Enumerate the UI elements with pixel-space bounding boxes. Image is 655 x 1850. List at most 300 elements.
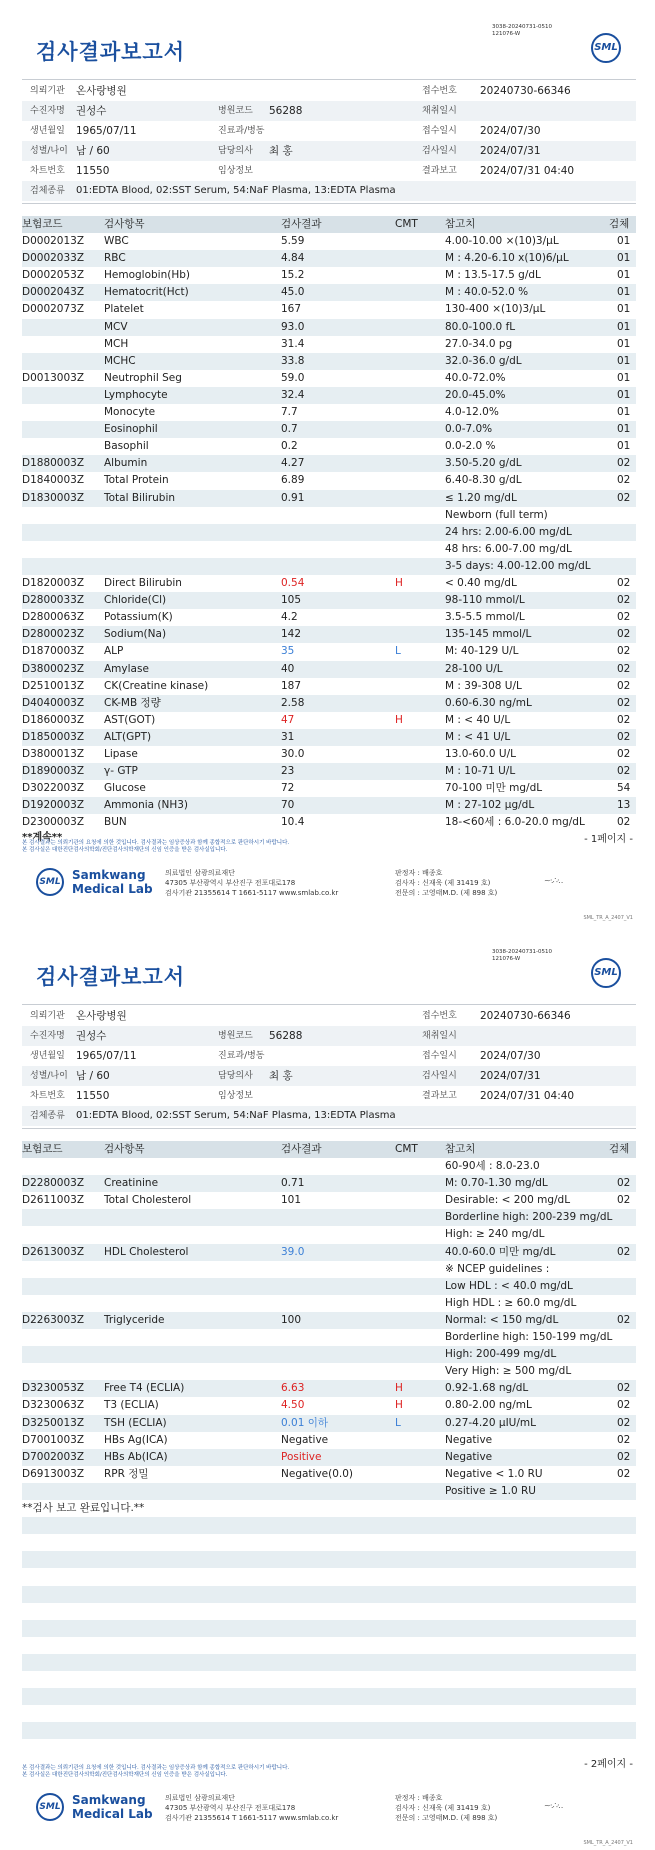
sml-logo-icon: SML <box>36 1793 64 1821</box>
reference-range: M : 40.0-52.0 % <box>445 286 529 299</box>
table-row <box>22 797 636 814</box>
reference-range: M: 40-129 U/L <box>445 645 519 658</box>
test-code: D2800023Z <box>22 628 85 641</box>
table-row <box>22 1175 636 1192</box>
reference-range: 27.0-34.0 pg <box>445 337 513 350</box>
empty-row <box>22 1671 636 1688</box>
test-result: 100 <box>281 1313 302 1326</box>
reference-range: Negative <box>445 1433 493 1446</box>
reference-range: M : < 40 U/L <box>445 713 511 726</box>
table-row <box>22 1192 636 1209</box>
reported-label: 결과보고 <box>422 1091 457 1101</box>
test-name: Amylase <box>104 662 149 675</box>
sexage-value: 남 / 60 <box>76 1070 110 1082</box>
test-name: CK-MB 정량 <box>104 696 161 709</box>
tested-label: 검사일시 <box>422 1071 457 1081</box>
test-name: AST(GOT) <box>104 713 156 726</box>
specimen-code: 02 <box>617 748 631 760</box>
specimen-code: 01 <box>617 320 631 333</box>
test-result: 0.2 <box>281 440 298 453</box>
lab-name-line: Samkwang <box>72 1793 146 1807</box>
reference-range: Negative <box>445 1450 493 1463</box>
table-row <box>22 267 636 284</box>
reference-range: 3-5 days: 4.00-12.00 mg/dL <box>445 559 591 572</box>
table-row <box>22 404 636 421</box>
sexage-value: 남 / 60 <box>76 145 110 157</box>
col-result: 검사결과 <box>281 1143 322 1155</box>
table-row <box>22 455 636 472</box>
collect-date-label: 채취일시 <box>422 1031 457 1041</box>
test-name: MCV <box>104 320 128 333</box>
test-result: 4.2 <box>281 611 298 624</box>
table-row <box>22 1363 636 1380</box>
test-code: D4040003Z <box>22 696 85 709</box>
empty-row <box>22 1551 636 1568</box>
doctor-value: 최 홍 <box>269 1070 293 1082</box>
table-row <box>22 746 636 763</box>
table-row <box>22 472 636 489</box>
specimen-code: 01 <box>617 303 631 316</box>
reference-range: High: ≥ 240 mg/dL <box>445 1228 545 1241</box>
doc-id-line: 3038-20240731-0510 <box>492 24 552 30</box>
reference-range: Positive ≥ 1.0 RU <box>445 1484 536 1497</box>
table-row <box>22 643 636 660</box>
reference-range: M : 10-71 U/L <box>445 765 516 778</box>
page-number: - 2페이지 - <box>584 1759 633 1770</box>
test-result: 10.4 <box>281 816 305 829</box>
address-line: 의료법인 삼광의료재단 <box>165 1794 235 1802</box>
test-name: Creatinine <box>104 1177 159 1190</box>
test-name: Triglyceride <box>104 1313 165 1326</box>
specimen-code: 02 <box>617 1194 631 1207</box>
test-name: Albumin <box>104 457 148 470</box>
signature-line: 검사자 : 신재욱 (제 31419 호) <box>395 1804 491 1812</box>
received-value: 2024/07/30 <box>480 125 541 137</box>
test-code: D1920003Z <box>22 799 85 812</box>
test-flag: L <box>395 645 401 658</box>
test-result: Negative(0.0) <box>281 1467 354 1480</box>
received-value: 2024/07/30 <box>480 1050 541 1062</box>
address-line: 47305 부산광역시 부산진구 전포대로178 <box>165 879 296 887</box>
test-code: D0002013Z <box>22 235 85 247</box>
test-name: HBs Ag(ICA) <box>104 1433 168 1446</box>
table-row <box>22 490 636 507</box>
table-row <box>22 712 636 729</box>
reference-range: ※ NCEP guidelines : <box>445 1262 550 1275</box>
doc-id-line: 121076-W <box>492 956 521 962</box>
document-id <box>492 24 552 38</box>
reported-value: 2024/07/31 04:40 <box>480 1090 575 1102</box>
specimen-code: 02 <box>617 765 631 778</box>
chart-value: 11550 <box>76 1090 110 1102</box>
test-name: BUN <box>104 816 127 829</box>
col-name: 검사항목 <box>104 218 145 230</box>
test-result: 32.4 <box>281 388 305 401</box>
requester-value: 온사랑병원 <box>76 85 127 97</box>
col-ref: 참고치 <box>445 1143 476 1155</box>
test-name: WBC <box>104 235 129 247</box>
test-result: 45.0 <box>281 286 305 299</box>
specimen-code: 02 <box>617 713 631 726</box>
test-result: 93.0 <box>281 320 305 333</box>
requester-value: 온사랑병원 <box>76 1010 127 1022</box>
reference-range: ≤ 1.20 mg/dL <box>445 491 517 504</box>
test-name: ALP <box>104 645 124 658</box>
table-header <box>22 1141 636 1158</box>
specimen-code: 01 <box>617 388 631 401</box>
lab-name-line: Samkwang <box>72 868 146 882</box>
test-name: Platelet <box>104 303 144 316</box>
doctor-label: 담당의사 <box>218 146 253 156</box>
reference-range: 24 hrs: 2.00-6.00 mg/dL <box>445 525 572 538</box>
reference-range: Negative < 1.0 RU <box>445 1467 543 1480</box>
test-name: RPR 정밀 <box>104 1467 149 1480</box>
test-result: 0.7 <box>281 423 298 436</box>
empty-row <box>22 1688 636 1705</box>
signatures <box>395 1793 497 1823</box>
test-result: 7.7 <box>281 406 298 418</box>
reference-range: 28-100 U/L <box>445 662 503 675</box>
reference-range: 18-<60세 : 6.0-20.0 mg/dL <box>445 816 585 829</box>
signature-line: 판정자 : 배종호 <box>395 1794 443 1802</box>
test-name: Total Cholesterol <box>104 1194 192 1207</box>
sml-logo-icon: SML <box>591 958 621 988</box>
reference-range: 130-400 ×(10)3/μL <box>445 303 546 316</box>
test-name: ALT(GPT) <box>104 730 152 743</box>
lab-name <box>72 868 153 896</box>
reference-range: 135-145 mmol/L <box>445 628 532 641</box>
address-line: 검사기관 21355614 T 1661-5117 www.smlab.co.kr <box>165 889 339 897</box>
col-cmt: CMT <box>395 1143 418 1155</box>
col-result: 검사결과 <box>281 218 322 230</box>
received-label: 접수일시 <box>422 1051 457 1061</box>
reference-range: 60-90세 : 8.0-23.0 <box>445 1160 540 1172</box>
reported-label: 결과보고 <box>422 166 457 176</box>
address-line: 47305 부산광역시 부산진구 전포대로178 <box>165 1804 296 1812</box>
empty-row <box>22 1722 636 1739</box>
table-row <box>22 1415 636 1432</box>
test-name: MCHC <box>104 354 136 367</box>
test-name: Basophil <box>104 440 149 453</box>
table-row <box>22 250 636 267</box>
reference-range: M : 4.20-6.10 x(10)6/μL <box>445 252 569 265</box>
test-name: T3 (ECLIA) <box>104 1399 159 1412</box>
specimen-label: 검체종류 <box>30 186 65 196</box>
form-code: SML_TR_A_2407_V1 <box>583 915 633 921</box>
test-code: D3800013Z <box>22 748 85 760</box>
doc-id-line: 121076-W <box>492 31 521 37</box>
test-name: MCH <box>104 337 129 350</box>
empty-row <box>22 1603 636 1620</box>
col-spec: 검체 <box>609 218 630 230</box>
reference-range: Borderline high: 150-199 mg/dL <box>445 1331 613 1343</box>
table-row <box>22 626 636 643</box>
specimen-code: 02 <box>617 474 631 487</box>
disclaimer <box>22 1765 289 1779</box>
table-row <box>22 370 636 387</box>
specimen-code: 54 <box>617 782 631 795</box>
doctor-value: 최 홍 <box>269 145 293 157</box>
table-row <box>22 1226 636 1243</box>
table-row <box>22 729 636 746</box>
test-result: 72 <box>281 782 295 795</box>
test-name: Glucose <box>104 782 146 795</box>
table-row <box>22 695 636 712</box>
test-code: D1840003Z <box>22 474 85 487</box>
specimen-code: 01 <box>617 286 631 299</box>
test-code: D0002073Z <box>22 303 85 316</box>
dept-label: 진료과/병동 <box>218 1051 265 1061</box>
test-code: D1880003Z <box>22 457 85 470</box>
completion-note <box>22 1500 636 1517</box>
signature-line: 전문의 : 고영태M.D. (제 898 호) <box>395 1814 498 1822</box>
sexage-label: 성별/나이 <box>30 146 68 156</box>
clinical-label: 임상정보 <box>218 1091 253 1101</box>
specimen-code: 02 <box>617 577 631 589</box>
disclaimer-line: 본 검사결과는 의뢰기관의 요청에 의한 것입니다. 검사결과는 임상증상과 함께 종합적으로 판단하시기 바랍니다. <box>22 1765 290 1771</box>
specimen-code: 02 <box>617 628 631 641</box>
test-code: D2800063Z <box>22 611 85 624</box>
tested-value: 2024/07/31 <box>480 145 541 157</box>
table-row <box>22 1346 636 1363</box>
test-code: D1830003Z <box>22 491 85 504</box>
table-row <box>22 353 636 370</box>
test-result: Negative <box>281 1433 329 1446</box>
hospital-code-value: 56288 <box>269 105 303 117</box>
test-result: 2.58 <box>281 696 305 709</box>
col-code: 보험코드 <box>22 1143 63 1155</box>
test-result: 167 <box>281 303 302 316</box>
specimen-code: 01 <box>617 354 631 367</box>
test-code: D1860003Z <box>22 713 85 726</box>
lab-address <box>165 1793 338 1823</box>
disclaimer-line: 본 검사실은 대한진단검사의학회/진단검사의학재단의 신임 인증을 받은 검사실입니다. <box>22 847 228 853</box>
form-code: SML_TR_A_2407_V1 <box>583 1840 633 1846</box>
test-name: Free T4 (ECLIA) <box>104 1382 185 1395</box>
test-result: 35 <box>281 645 295 658</box>
specimen-code: 01 <box>617 440 631 453</box>
test-flag: L <box>395 1416 401 1429</box>
specimen-code: 02 <box>617 1416 631 1429</box>
disclaimer <box>22 840 289 854</box>
specimen-code: 02 <box>617 1382 631 1395</box>
patient-name: 권성수 <box>76 105 107 117</box>
test-code: D2510013Z <box>22 679 85 692</box>
test-result: 0.54 <box>281 577 305 589</box>
test-result: 4.84 <box>281 252 305 265</box>
table-row <box>22 814 636 831</box>
specimen-code: 02 <box>617 611 631 624</box>
reference-range: Borderline high: 200-239 mg/dL <box>445 1211 613 1224</box>
hospital-code-value: 56288 <box>269 1030 303 1042</box>
test-code: D7001003Z <box>22 1433 85 1446</box>
test-code: D2300003Z <box>22 816 85 829</box>
specimen-value: 01:EDTA Blood, 02:SST Serum, 54:NaF Plasma, 13:EDTA Plasma <box>76 1110 396 1121</box>
report-title: 검사결과보고서 <box>36 40 186 64</box>
reference-range: 40.0-60.0 미만 mg/dL <box>445 1245 556 1258</box>
doc-id-line: 3038-20240731-0510 <box>492 949 552 955</box>
tested-value: 2024/07/31 <box>480 1070 541 1082</box>
test-code: D1820003Z <box>22 577 85 589</box>
test-code: D1870003Z <box>22 645 85 658</box>
collect-date-label: 채취일시 <box>422 106 457 116</box>
patient-name: 권성수 <box>76 1030 107 1042</box>
test-result: 0.71 <box>281 1177 305 1190</box>
col-name: 검사항목 <box>104 1143 145 1155</box>
table-row <box>22 1261 636 1278</box>
test-name: TSH (ECLIA) <box>104 1416 167 1429</box>
test-name: CK(Creatine kinase) <box>104 679 209 692</box>
continue-note: **계속** <box>22 832 63 843</box>
test-code: D6913003Z <box>22 1467 85 1480</box>
test-result: Positive <box>281 1450 322 1463</box>
table-row <box>22 1158 636 1175</box>
reference-range: Normal: < 150 mg/dL <box>445 1313 559 1326</box>
signature-line: 전문의 : 고영태M.D. (제 898 호) <box>395 889 498 897</box>
test-name: Lipase <box>104 748 138 760</box>
table-row <box>22 1244 636 1261</box>
table-row <box>22 301 636 318</box>
test-result: 39.0 <box>281 1245 305 1258</box>
reference-range: 4.0-12.0% <box>445 406 499 418</box>
specimen-code: 02 <box>617 645 631 658</box>
table-row <box>22 438 636 455</box>
table-row <box>22 1466 636 1483</box>
test-code: D3250013Z <box>22 1416 85 1429</box>
footer <box>22 862 636 912</box>
doctor-label: 담당의사 <box>218 1071 253 1081</box>
signature-line: 검사자 : 신재욱 (제 31419 호) <box>395 879 491 887</box>
test-name: Eosinophil <box>104 423 158 436</box>
sml-logo-icon: SML <box>591 33 621 63</box>
test-name: HDL Cholesterol <box>104 1245 189 1258</box>
empty-row <box>22 1620 636 1637</box>
patient-label: 수진자명 <box>30 106 65 116</box>
test-result: 6.63 <box>281 1382 305 1395</box>
test-name: HBs Ab(ICA) <box>104 1450 168 1463</box>
test-name: γ- GTP <box>104 765 138 778</box>
disclaimer-line: 본 검사결과는 의뢰기관의 요청에 의한 것입니다. 검사결과는 임상증상과 함께 종합적으로 판단하시기 바랍니다. <box>22 840 290 846</box>
specimen-code: 02 <box>617 594 631 607</box>
test-code: D0002033Z <box>22 252 85 265</box>
empty-row <box>22 1637 636 1654</box>
table-row <box>22 1449 636 1466</box>
test-result: 105 <box>281 594 302 607</box>
test-name: Sodium(Na) <box>104 628 167 641</box>
hospital-code-label: 병원코드 <box>218 106 253 116</box>
lab-name-line: Medical Lab <box>72 1807 153 1821</box>
signatures <box>395 868 497 898</box>
reference-range: 13.0-60.0 U/L <box>445 748 516 760</box>
specimen-code: 02 <box>617 730 631 743</box>
specimen-code: 01 <box>617 269 631 282</box>
table-row <box>22 233 636 250</box>
dob-value: 1965/07/11 <box>76 1050 137 1062</box>
test-code: D3230053Z <box>22 1382 85 1395</box>
col-code: 보험코드 <box>22 218 63 230</box>
reference-range: 0.92-1.68 ng/dL <box>445 1382 529 1395</box>
empty-row <box>22 1586 636 1603</box>
reference-range: Desirable: < 200 mg/dL <box>445 1194 571 1207</box>
tested-label: 검사일시 <box>422 146 457 156</box>
received-label: 접수일시 <box>422 126 457 136</box>
table-row <box>22 1380 636 1397</box>
test-result: 23 <box>281 765 295 778</box>
test-result: 15.2 <box>281 269 305 282</box>
specimen-code: 13 <box>617 799 631 812</box>
specimen-code: 01 <box>617 406 631 418</box>
test-result: 59.0 <box>281 371 305 384</box>
test-name: Chloride(Cl) <box>104 594 167 607</box>
table-header <box>22 216 636 233</box>
reference-range: Low HDL : < 40.0 mg/dL <box>445 1279 573 1292</box>
specimen-code: 02 <box>617 1177 631 1190</box>
table-row <box>22 763 636 780</box>
reference-range: M : < 41 U/L <box>445 730 511 743</box>
reference-range: M : 39-308 U/L <box>445 679 522 692</box>
report-page-2 <box>0 925 655 1850</box>
specimen-code: 01 <box>617 337 631 350</box>
test-name: Monocyte <box>104 406 156 418</box>
test-code: D2611003Z <box>22 1194 85 1207</box>
test-code: D3230063Z <box>22 1399 85 1412</box>
test-result: 0.91 <box>281 491 305 504</box>
lab-name-line: Medical Lab <box>72 882 153 896</box>
empty-row <box>22 1739 636 1756</box>
test-result: 33.8 <box>281 354 305 367</box>
dob-label: 생년월일 <box>30 126 65 136</box>
reference-range: 48 hrs: 6.00-7.00 mg/dL <box>445 542 572 555</box>
table-row <box>22 284 636 301</box>
table-row <box>22 524 636 541</box>
test-name: Direct Bilirubin <box>104 577 182 589</box>
dob-label: 생년월일 <box>30 1051 65 1061</box>
completion-text: **검사 보고 완료입니다.** <box>22 1502 145 1514</box>
test-code: D0002053Z <box>22 269 85 282</box>
sml-logo-icon: SML <box>36 868 64 896</box>
reference-range: 20.0-45.0% <box>445 388 506 401</box>
test-code: D0013003Z <box>22 371 85 384</box>
hospital-code-label: 병원코드 <box>218 1031 253 1041</box>
test-flag: H <box>395 1399 403 1412</box>
table-row <box>22 319 636 336</box>
empty-row <box>22 1517 636 1534</box>
address-line: 검사기관 21355614 T 1661-5117 www.smlab.co.kr <box>165 1814 339 1822</box>
test-flag: H <box>395 577 403 589</box>
reference-range: 3.5-5.5 mmol/L <box>445 611 525 624</box>
dept-label: 진료과/병동 <box>218 126 265 136</box>
table-row <box>22 678 636 695</box>
reference-range: 32.0-36.0 g/dL <box>445 354 522 367</box>
test-result: 6.89 <box>281 474 305 487</box>
table-row <box>22 421 636 438</box>
reference-range: 80.0-100.0 fL <box>445 320 516 333</box>
table-row <box>22 661 636 678</box>
test-result: 101 <box>281 1194 302 1207</box>
specimen-code: 01 <box>617 371 631 384</box>
table-row <box>22 1483 636 1500</box>
test-name: Potassium(K) <box>104 611 173 624</box>
table-row <box>22 592 636 609</box>
test-name: Neutrophil Seg <box>104 371 182 384</box>
table-row <box>22 609 636 626</box>
empty-row <box>22 1654 636 1671</box>
table-row <box>22 575 636 592</box>
test-result: 31 <box>281 730 295 743</box>
reference-range: 6.40-8.30 g/dL <box>445 474 522 487</box>
test-result: 70 <box>281 799 295 812</box>
reference-range: 70-100 미만 mg/dL <box>445 782 543 795</box>
